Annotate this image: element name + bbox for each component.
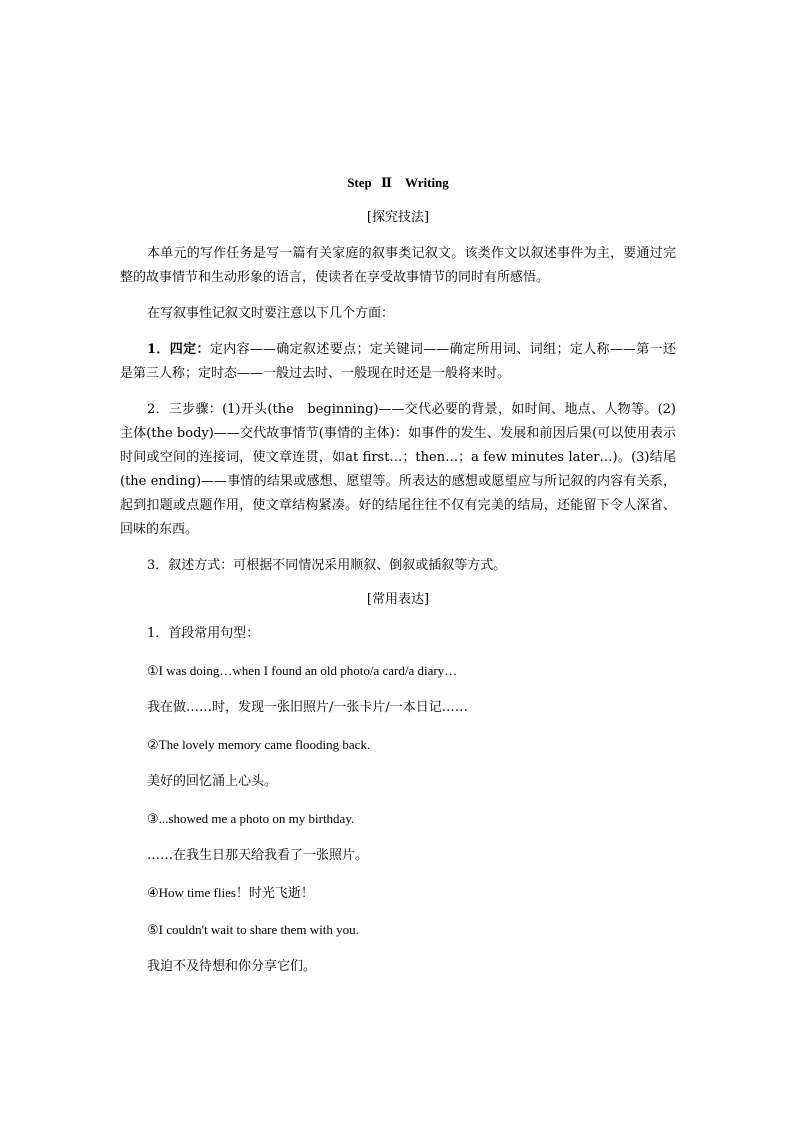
section-label-expressions: [常用表达]	[366, 592, 430, 607]
document-page	[120, 172, 676, 994]
expression-2-zh: 美好的回忆涌上心头。	[147, 774, 278, 789]
point-1-label: 1．四定：	[147, 342, 210, 357]
intro-paragraph: 本单元的写作任务是写一篇有关家庭的叙事类记叙文。该类作文以叙述事件为主，要通过完整的故事情节和生动形象的语言，使读者在享受故事情节的同时有所感悟。	[120, 246, 676, 285]
aspects-intro: 在写叙事性记叙文时要注意以下几个方面：	[147, 306, 395, 321]
point-3-text: 可根据不同情况采用顺叙、倒叙或插叙等方式。	[233, 558, 507, 573]
section-heading: Step Ⅱ Writing	[347, 175, 449, 190]
expression-3-zh: ……在我生日那天给我看了一张照片。	[147, 848, 369, 863]
point-2-label: 2．三步骤：	[147, 402, 223, 417]
expression-4: ④How time flies！时光飞逝！	[147, 885, 314, 900]
point-3-label: 3．叙述方式：	[147, 558, 234, 573]
expression-5-zh: 我迫不及待想和你分享它们。	[147, 959, 317, 974]
expression-2-en: ②The lovely memory came flooding back.	[147, 737, 371, 752]
expression-1-zh: 我在做……时，发现一张旧照片/一张卡片/一本日记……	[147, 700, 468, 715]
subheading-opening-sentences: 1．首段常用句型：	[147, 626, 260, 641]
expression-1-en: ①I was doing…when I found an old photo/a card/a diary…	[147, 663, 458, 678]
point-2-text: (1)开头(the beginning)——交代必要的背景，如时间、地点、人物等。(2)主体(the body)——交代故事情节(事情的主体)：如事件的发生、发展和前因后果(可以使用表示时间或空间的连接词，使文章连贯，如at first…；then…；a few minutes later…)。(3)结尾(the ending)——事情的结果或感想、愿望等。所表达的感想或愿望应与所记叙的内容有关系，起到扣题或点题作用，使文章结构紧凑。好的结尾往往不仅有完美的结局，还能留下令人深省、回味的东西。	[120, 402, 676, 537]
point-3	[120, 554, 676, 578]
point-1-text: 定内容——确定叙述要点；定关键词——确定所用词、词组；定人称——第一还是第三人称；定时态——一般过去时、一般现在时还是一般将来时。	[120, 342, 676, 381]
expression-5-en: ⑤I couldn't wait to share them with you.	[147, 922, 359, 937]
expression-3-en: ③...showed me a photo on my birthday.	[147, 811, 355, 826]
point-2	[120, 398, 676, 542]
section-label-techniques: [探究技法]	[366, 210, 430, 225]
point-1	[120, 338, 676, 386]
